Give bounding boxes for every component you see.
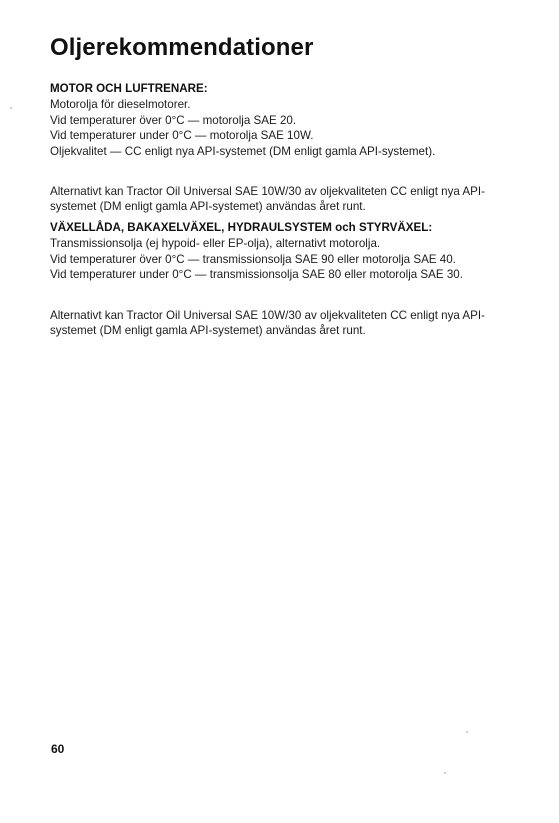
alternative-paragraph-motor: Alternativt kan Tractor Oil Universal SAE 10W/30 av oljekvaliteten CC enligt nya API-systemet (DM enligt gamla API-systemet) användas året runt. (50, 184, 485, 214)
page-number: 60 (51, 742, 65, 756)
section-line: Vid temperaturer under 0°C — motorolja SAE 10W. (50, 129, 314, 143)
section-line: Motorolja för dieselmotorer. (50, 97, 191, 111)
scan-speck (444, 772, 446, 774)
section-motor (50, 81, 530, 160)
page-title: Oljerekommendationer (50, 34, 314, 61)
section-heading-transmission: VÄXELLÅDA, BAKAXELVÄXEL, HYDRAULSYSTEM och STYRVÄXEL: (50, 221, 433, 234)
scan-speck (10, 107, 12, 109)
section-line: Vid temperaturer över 0°C — transmissionsolja SAE 90 eller motorolja SAE 40. (50, 252, 456, 266)
section-transmission (50, 220, 530, 283)
section-line: Transmissionsolja (ej hypoid- eller EP-olja), alternativt motorolja. (50, 236, 381, 250)
section-heading-motor: MOTOR OCH LUFTRENARE: (50, 82, 208, 95)
section-line: Vid temperaturer under 0°C — transmissionsolja SAE 80 eller motorolja SAE 30. (50, 268, 463, 282)
alternative-paragraph-transmission: Alternativt kan Tractor Oil Universal SAE 10W/30 av oljekvaliteten CC enligt nya API-systemet (DM enligt gamla API-systemet) användas året runt. (50, 308, 485, 338)
section-line: Oljekvalitet — CC enligt nya API-systemet (DM enligt gamla API-systemet). (50, 145, 436, 159)
section-line: Vid temperaturer över 0°C — motorolja SAE 20. (50, 113, 297, 127)
scan-speck (466, 731, 468, 733)
